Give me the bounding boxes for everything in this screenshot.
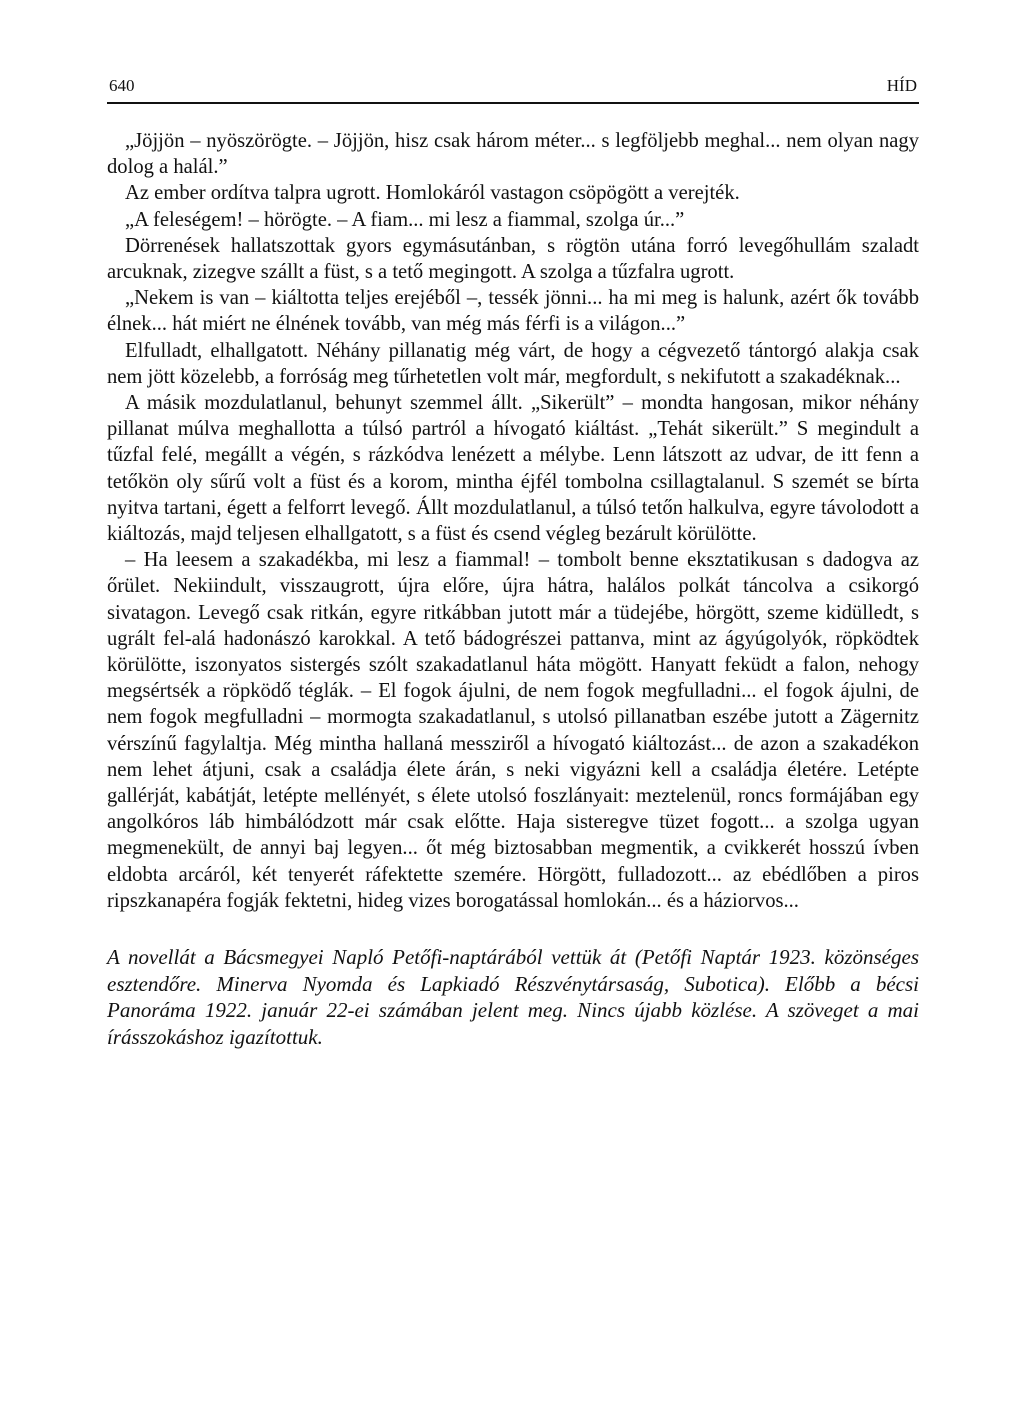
document-page: [107, 76, 919, 1050]
story-text: [107, 128, 919, 914]
paragraph: „A feleségem! – hörögte. – A fiam... mi lesz a fiammal, szolga úr...”: [125, 208, 685, 231]
paragraph: „Nekem is van – kiáltotta teljes erejéből –, tessék jönni... ha mi meg is halunk, azért ők tovább élnek... hát miért ne élnének tovább, van még más férfi is a világon...”: [107, 287, 919, 336]
journal-title: HÍD: [886, 76, 917, 95]
paragraph: Elfulladt, elhallgatott. Néhány pillanatig még várt, de hogy a cégvezető tántorgó alakja csak nem jött közelebb, a forróság meg tűrhetetlen volt már, megfordult, s nekifutott a szakadéknak...: [107, 339, 919, 388]
paragraph: Dörrenések hallatszottak gyors egymásutánban, s rögtön utána forró levegőhullám szaladt arcuknak, zizegve szállt a füst, s a tető megingott. A szolga a tűzfalra ugrott.: [107, 234, 919, 284]
paragraph: Az ember ordítva talpra ugrott. Homlokáról vastagon csöpögött a verejték.: [125, 182, 740, 205]
paragraph: A másik mozdulatlanul, behunyt szemmel állt. „Sikerült” – mondta hangosan, mikor néhány pillanat múlva meghallotta a túlsó partról a hívogató kiáltást. „Tehát sikerült.” S megindult a tűzfal felé, megállt a végén, s rázkódva lenézett a mélybe. Lenn látszott az udvar, de itt fenn a tetőkön oly sűrű volt a füst és a korom, mintha éjfél tombolna csillagtalanul. S szemét se bírta nyitva tartani, égett a felforrt levegő. Állt mozdulatlanul, a túlsó tetőn halkulva, egyre távolodott a kiáltozás, majd teljesen elhallgatott, s a füst és csend végleg bezárult körülötte.: [107, 392, 919, 546]
editorial-note: [107, 944, 919, 1050]
paragraph: „Jöjjön – nyöszörögte. – Jöjjön, hisz csak három méter... s legföljebb meghal... nem olyan nagy dolog a halál.”: [107, 130, 919, 179]
paragraph: – Ha leesem a szakadékba, mi lesz a fiammal! – tombolt benne eksztatikusan s dadogva az őrület. Nekiindult, visszaugrott, újra előre, újra hátra, halálos polkát táncolva a csikorgó sivatagon. Levegő csak ritkán, egyre ritkábban jutott már a tüdejébe, hörgött, szeme kidülledt, s ugrált fel-alá hadonászó karokkal. A tető bádogrészei pattanva, mint az ágyúgolyók, röpködtek körülötte, iszonyatos sistergés szólt szakadatlanul háta mögött. Hanyatt feküdt a falon, nehogy megsértsék a röpködő téglák. – El fogok ájulni, de nem fogok megfulladni... el fogok ájulni, de nem fogok megfulladni – mormogta szakadatlanul, s utolsó pillanatban eszébe jutott a Zägernitz vérszínű fagylaltja. Még mintha hallaná messziről a hívogató kiáltozást... de azon a szakadékon nem lehet átjuni, csak a családja élete árán, s neki vigyázni kell a családja életére. Letépte gallérját, kabátját, letépte mellényét, s élete utolsó foszlányait: meztelenül, roncs formájában egy angolkóros láb himbálódzott már csak előtte. Haja sisteregve tüzet fogott... a szolga ugyan megmenekült, de annyi baj legyen... őt még biztosabban megmentik, a cvikkerét hosszú ívben eldobta arcáról, két tenyerét ráfektette szemére. Hörgött, fulladozott... az ebédlőben a piros ripszkanapéra fogják fektetni, hideg vizes borogatással homlokán... és a háziorvos...: [107, 549, 919, 912]
editorial-note-text: A novellát a Bácsmegyei Napló Petőfi-naptárából vettük át (Petőfi Naptár 1923. közönséges esztendőre. Minerva Nyomda és Lapkiadó Részvénytársaság, Subotica). Előbb a bécsi Panoráma 1922. január 22-ei számában jelent meg. Nincs újabb közlése. A szöveget a mai írásszokáshoz igazítottuk.: [107, 945, 919, 1049]
page-number: 640: [109, 76, 135, 95]
running-head: [107, 76, 919, 104]
